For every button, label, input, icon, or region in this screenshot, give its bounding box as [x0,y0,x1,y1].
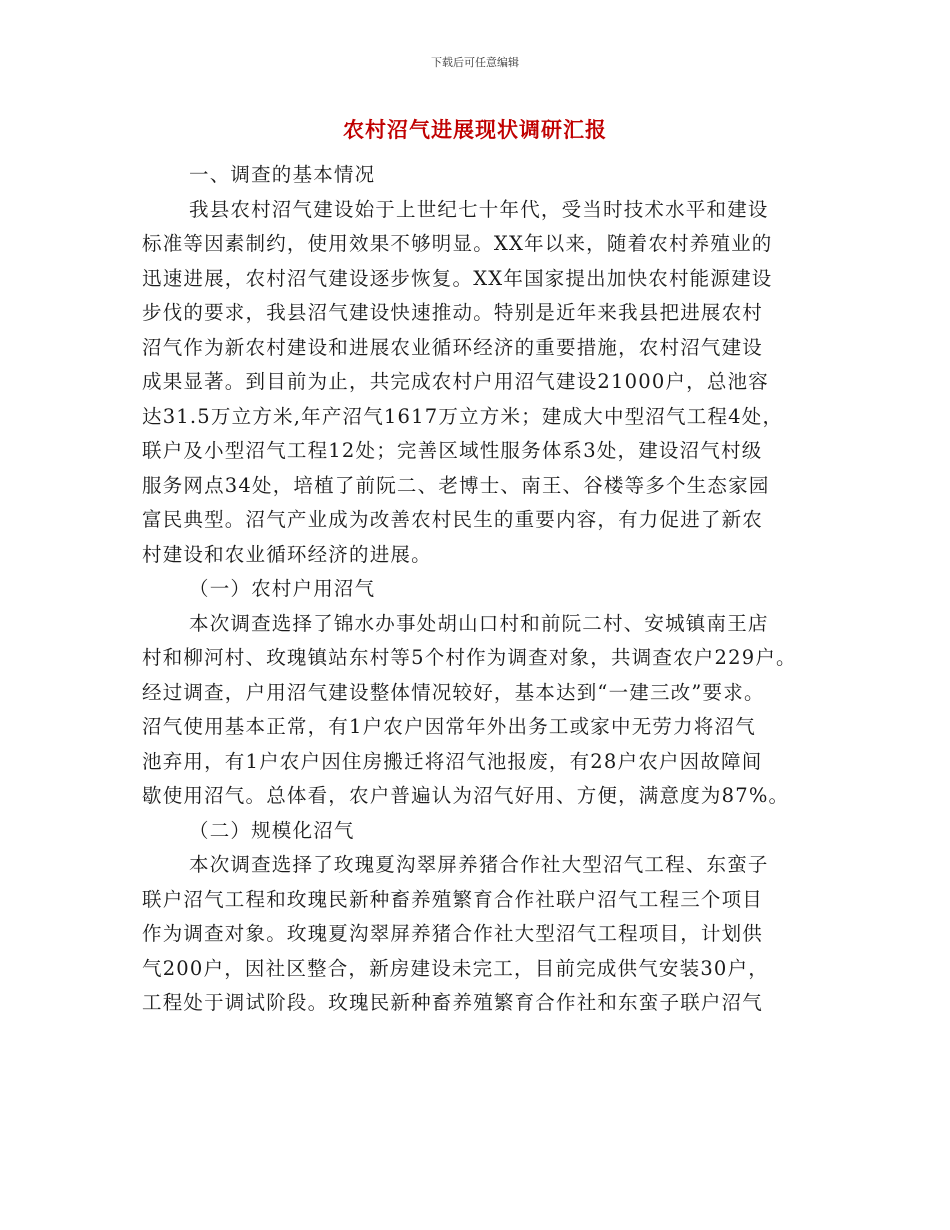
text-line: 我县农村沼气建设始于上世纪七十年代，受当时技术水平和建设 [189,197,769,221]
text-line: 村建设和农业循环经济的进展。 [142,542,432,566]
text-line: 气200户，因社区整合，新房建设未完工，目前完成供气安装30户， [142,956,769,980]
text-line: 服务网点34处，培植了前阮二、老博士、南王、谷楼等多个生态家园 [142,473,770,497]
text-line: 富民典型。沼气产业成为改善农村民生的重要内容，有力促进了新农 [142,508,764,531]
document-body [142,158,812,1021]
text-line: 步伐的要求，我县沼气建设快速推动。特别是近年来我县把进展农村 [142,301,764,324]
text-line: 联户及小型沼气工程12处；完善区域性服务体系3处，建设沼气村级 [142,439,763,462]
document-title: 农村沼气进展现状调研汇报 [343,118,607,142]
text-line: （二）规模化沼气 [189,818,355,842]
header-note: 下载后可任意编辑 [431,56,519,69]
text-line: （一）农村户用沼气 [189,577,376,600]
text-line: 沼气使用基本正常，有1户农户因常年外出务工或家中无劳力将沼气 [142,715,756,738]
text-line: 达31.5万立方米,年产沼气1617万立方米；建成大中型沼气工程4处， [142,404,784,428]
text-line: 歇使用沼气。总体看，农户普遍认为沼气好用、方便，满意度为87%。 [142,784,790,807]
text-line: 标准等因素制约，使用效果不够明显。XX年以来，随着农村养殖业的 [142,232,773,255]
text-line: 迅速进展，农村沼气建设逐步恢复。XX年国家提出加快农村能源建设 [142,266,773,290]
text-line: 一、调查的基本情况 [189,163,376,186]
text-line: 沼气作为新农村建设和进展农业循环经济的重要措施，农村沼气建设 [142,335,764,359]
text-line: 经过调查，户用沼气建设整体情况较好，基本达到“一建三改”要求。 [142,680,765,704]
text-line: 联户沼气工程和玫瑰民新种畜养殖繁育合作社联户沼气工程三个项目 [142,887,764,911]
text-line: 工程处于调试阶段。玫瑰民新种畜养殖繁育合作社和东蛮子联户沼气 [142,991,764,1014]
text-line: 本次调查选择了玫瑰夏沟翠屏养猪合作社大型沼气工程、东蛮子 [189,853,769,876]
text-line: 作为调查对象。玫瑰夏沟翠屏养猪合作社大型沼气工程项目，计划供 [142,922,764,945]
text-line: 成果显著。到目前为止，共完成农村户用沼气建设21000户，总池容 [142,370,769,393]
text-line: 村和柳河村、玫瑰镇站东村等5个村作为调查对象，共调查农户229户。 [142,646,797,669]
text-line: 本次调查选择了锦水办事处胡山口村和前阮二村、安城镇南王店 [189,611,769,635]
text-line: 池弃用，有1户农户因住房搬迁将沼气池报废，有28户农户因故障间 [142,749,763,773]
